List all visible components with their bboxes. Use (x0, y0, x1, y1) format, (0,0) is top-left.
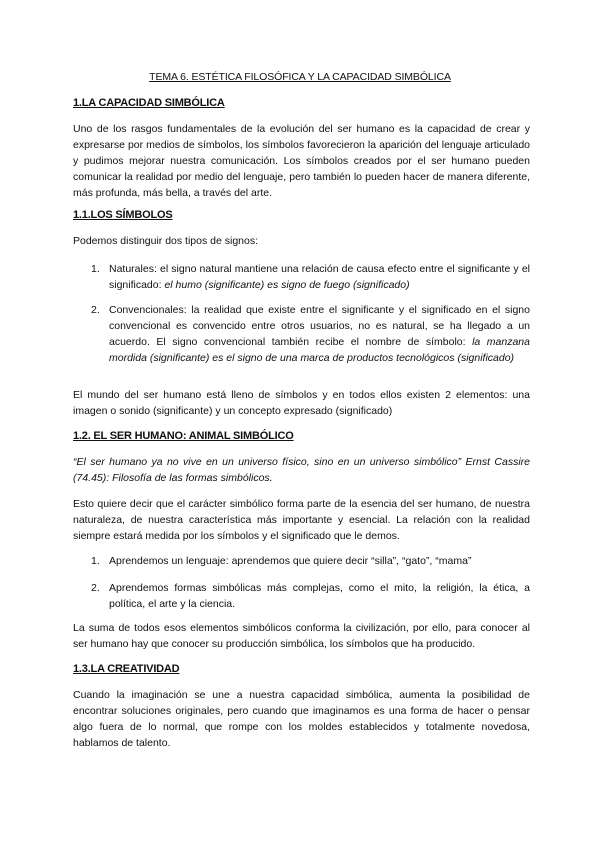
paragraph-mundo-simbolos: El mundo del ser humano está lleno de símbolos y en todos ellos existen 2 elementos: una imagen o sonido (significante) y un concepto expresado (significado) (73, 389, 530, 417)
list-item-text: Convencionales: la realidad que existe entre el significante y el significado en el signo convencional es convencido entre otros usuarios, no es natural, se ha llegado a un acuerdo. El signo convencional también recibe el nombre de símbolo: (109, 304, 530, 348)
section-heading-capacidad-simbolica: 1.LA CAPACIDAD SIMBÓLICA (73, 97, 225, 109)
list-item-text: Naturales: el signo natural mantiene una relación de causa efecto entre el significante y el significado: (109, 263, 530, 291)
list-number: 2. (91, 304, 100, 316)
list-item-formas-simbolicas (73, 580, 530, 612)
list-item-text: Aprendemos un lenguaje: aprendemos que quiere decir “silla”, “gato”, “mama” (109, 555, 472, 567)
section-heading-animal-simbolico: 1.2. EL SER HUMANO: ANIMAL SIMBÓLICO (73, 430, 294, 442)
list-number: 2. (91, 582, 100, 594)
paragraph-civilizacion: La suma de todos esos elementos simbólicos conforma la civilización, por ello, para conocer al ser humano hay que conocer su producción simbólica, los símbolos que ha producido. (73, 622, 530, 650)
quote-text: “El ser humano ya no vive en un universo físico, sino en un universo simbólico” Ernst Cassire (74.45): Filosofía de las formas simbólicos. (73, 456, 530, 484)
list-item-lenguaje (73, 553, 530, 569)
list-number: 1. (91, 263, 100, 275)
paragraph-creatividad: Cuando la imaginación se une a nuestra capacidad simbólica, aumenta la posibilidad de encontrar soluciones originales, pero cuando que imaginamos es una forma de hacer o pensar algo fuera de lo normal, que rompe con los moldes establecidos y totalmente novedosa, hablamos de talento. (73, 689, 530, 749)
paragraph-tipos-signos-intro: Podemos distinguir dos tipos de signos: (73, 235, 259, 247)
section-heading-simbolos: 1.1.LOS SÍMBOLOS (73, 209, 173, 221)
list-item-text: Aprendemos formas simbólicas más complejas, como el mito, la religión, la ética, a política, el arte y la ciencia. (109, 582, 530, 610)
list-number: 1. (91, 555, 100, 567)
list-item-naturales (73, 261, 530, 293)
paragraph-capacidad-simbolica: Uno de los rasgos fundamentales de la evolución del ser humano es la capacidad de crear y expresarse por medios de símbolos, los símbolos favorecieron la aparición del lenguaje articulado y pudimos mejorar nuestra comunicación. Los símbolos creados por el ser humano pueden comunicar la realidad por medio del lenguaje, pero también lo pueden hacer de manera diferente, más profunda, más bella, a través del arte. (73, 123, 530, 199)
document-title: TEMA 6. ESTÉTICA FILOSÓFICA Y LA CAPACIDAD SIMBÓLICA (149, 71, 451, 83)
quote-cassirer (73, 454, 530, 486)
section-heading-creatividad: 1.3.LA CREATIVIDAD (73, 663, 180, 675)
paragraph-caracter-simbolico: Esto quiere decir que el carácter simbólico forma parte de la esencia del ser humano, de nuestra naturaleza, de nuestra característica más importante y esencial. La relación con la realidad siempre estará medida por los símbolos y el significado que le demos. (73, 498, 530, 542)
list-item-example: el humo (significante) es signo de fuego (significado) (164, 279, 410, 291)
list-item-example: la manzana mordida (significante) es el signo de una marca de productos tecnológicos (significado) (109, 336, 530, 364)
list-item-convencionales (73, 302, 530, 366)
